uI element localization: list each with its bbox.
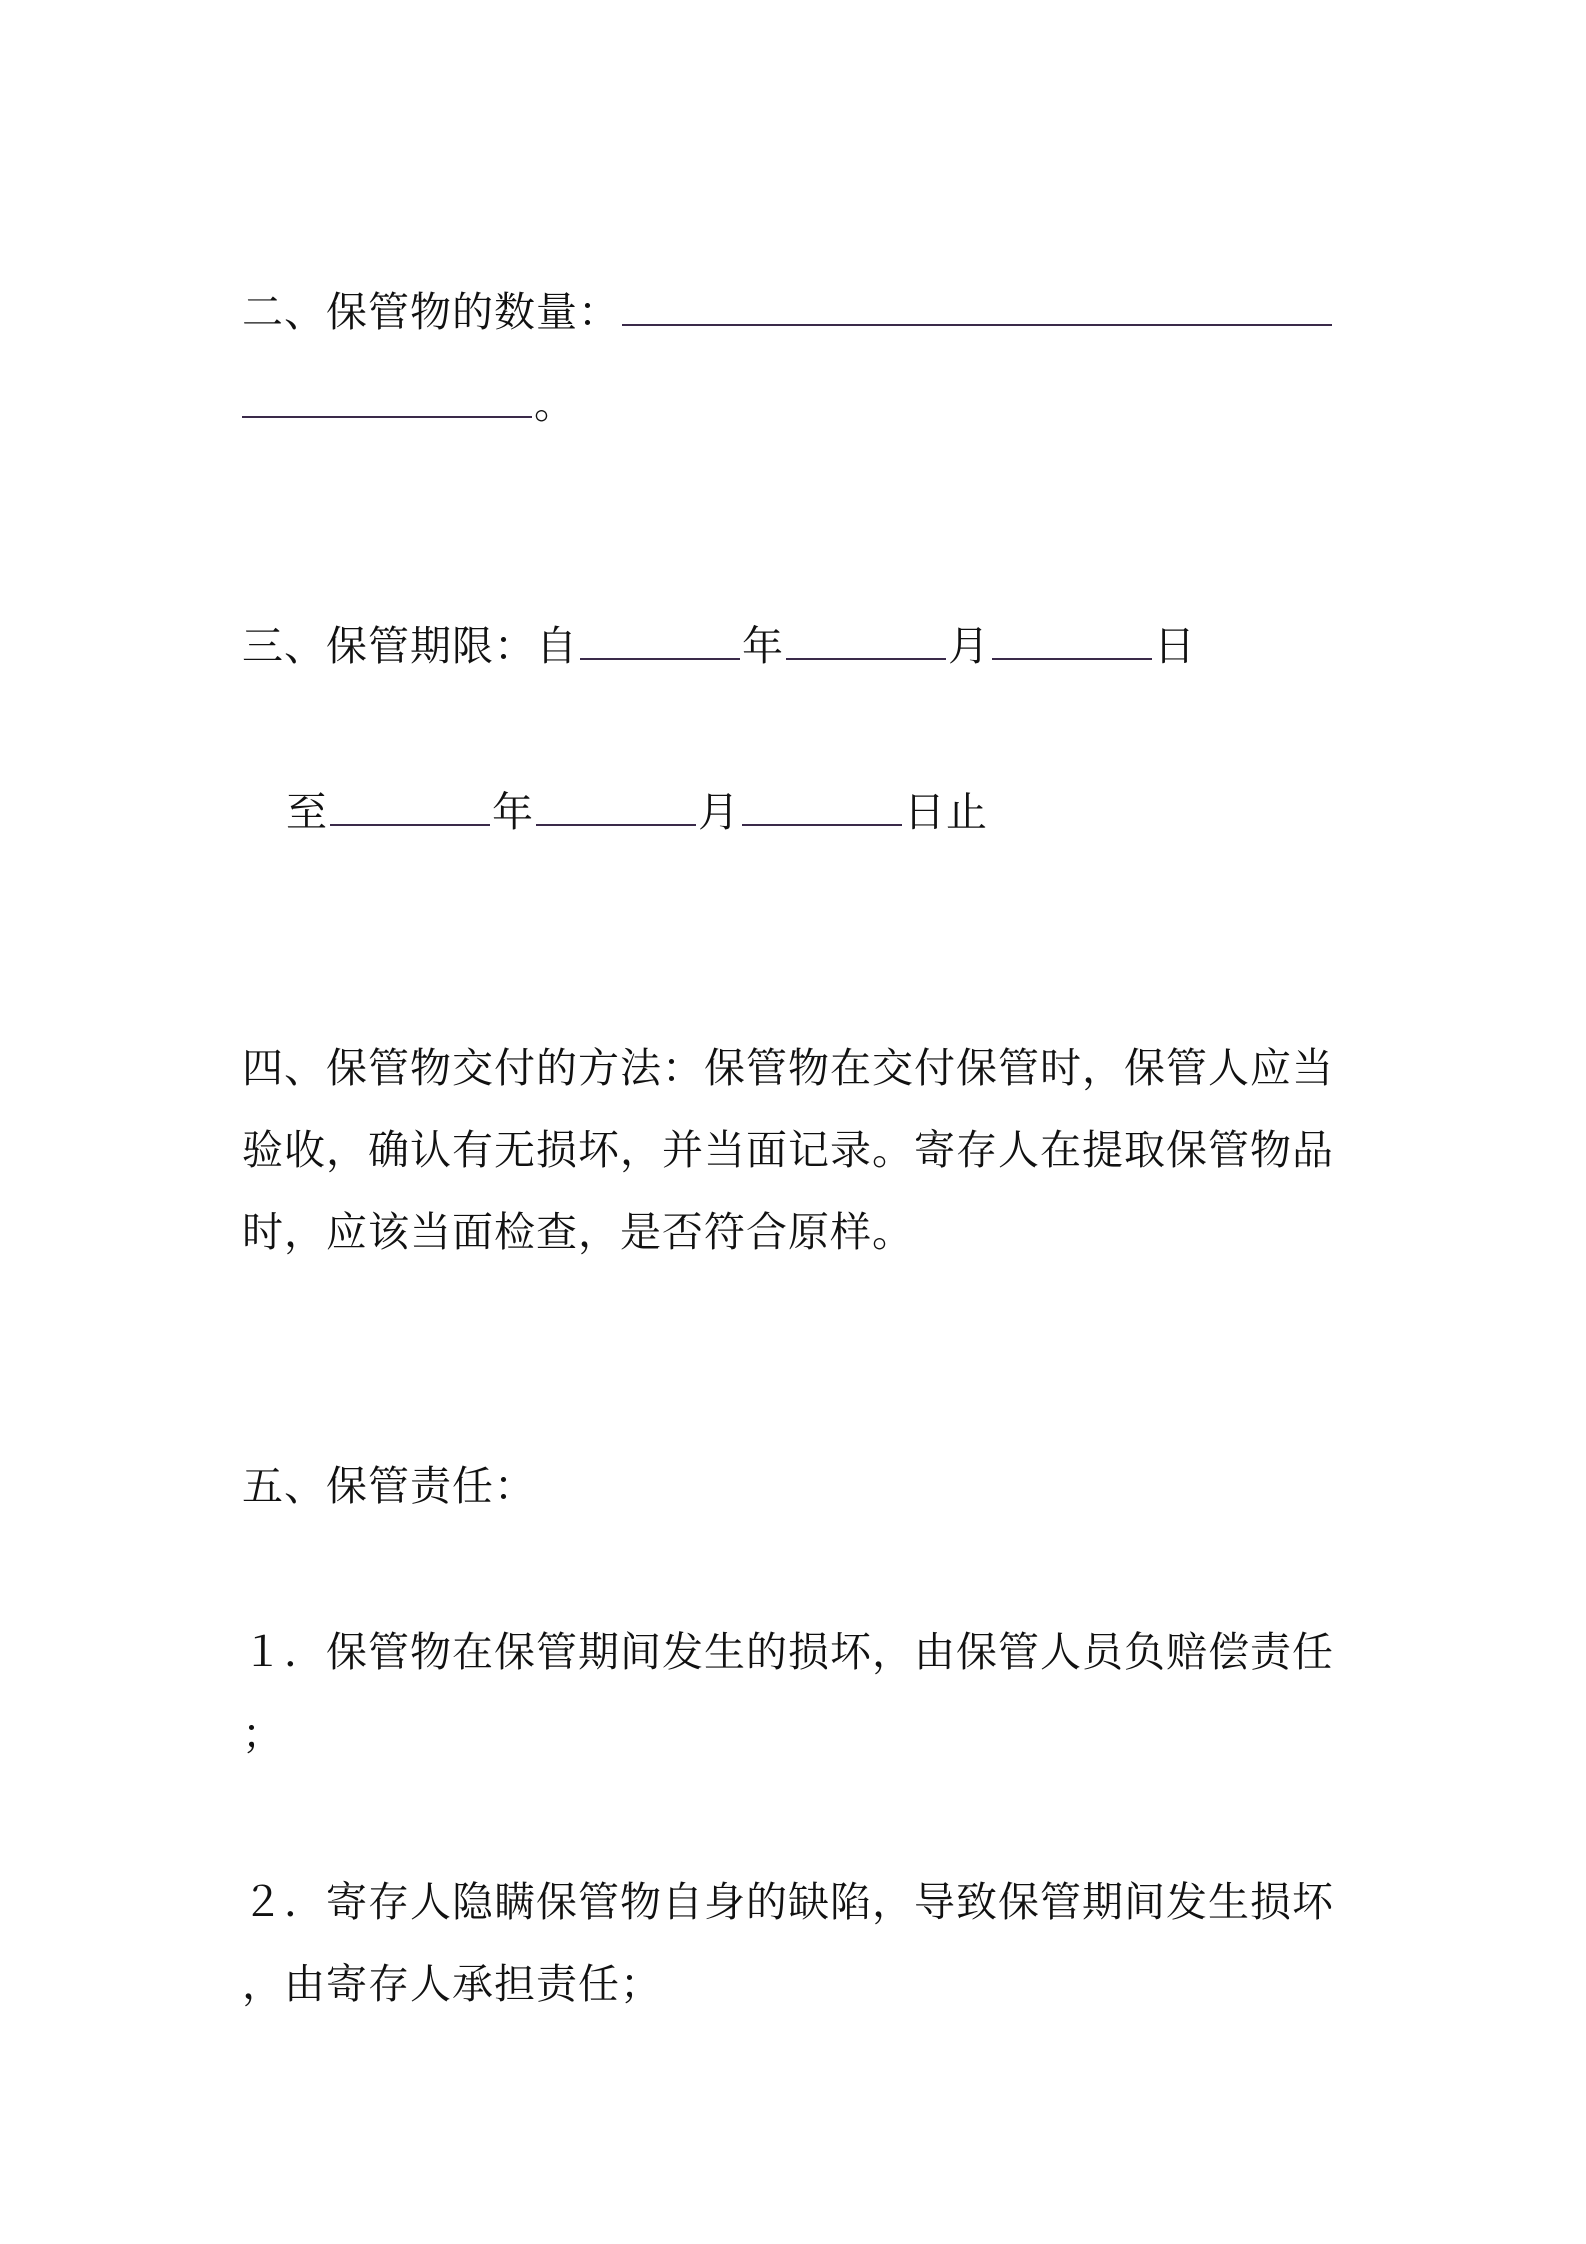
year-label: 年	[742, 622, 784, 670]
quantity-blank-1	[622, 290, 1332, 326]
section-2-label: 二、保管物的数量：	[242, 288, 620, 336]
section-4-line-3: 时，应该当面检查，是否符合原样。	[242, 1208, 914, 1256]
day-end-label: 日止	[904, 788, 988, 836]
start-day-blank	[992, 624, 1152, 660]
section-5-item-1-line-1: １．保管物在保管期间发生的损坏，由保管人员负赔偿责任	[242, 1628, 1334, 1676]
section-5-item-2-line-2: ，由寄存人承担责任；	[242, 1960, 662, 2008]
start-year-blank	[580, 624, 740, 660]
section-3-line-1	[242, 620, 1196, 672]
section-5-title: 五、保管责任：	[242, 1462, 536, 1510]
section-4-line-2: 验收，确认有无损坏，并当面记录。寄存人在提取保管物品	[242, 1126, 1334, 1174]
section-5-item-1-line-2: ；	[242, 1710, 284, 1758]
section-3-line-2	[286, 786, 988, 838]
end-month-blank	[536, 790, 696, 826]
section-2-end: 。	[534, 380, 576, 428]
month-label: 月	[948, 622, 990, 670]
section-5-item-2-line-1: ２．寄存人隐瞒保管物自身的缺陷，导致保管期间发生损坏	[242, 1878, 1334, 1926]
day-label: 日	[1154, 622, 1196, 670]
to-label: 至	[286, 788, 328, 836]
section-4-line-1: 四、保管物交付的方法：保管物在交付保管时，保管人应当	[242, 1044, 1334, 1092]
quantity-blank-2	[242, 382, 532, 418]
end-year-blank	[330, 790, 490, 826]
section-3-label: 三、保管期限：自	[242, 622, 578, 670]
start-month-blank	[786, 624, 946, 660]
end-day-blank	[742, 790, 902, 826]
section-2-line-1	[242, 286, 1334, 338]
month-label-2: 月	[698, 788, 740, 836]
year-label-2: 年	[492, 788, 534, 836]
section-2-line-2	[242, 378, 576, 430]
